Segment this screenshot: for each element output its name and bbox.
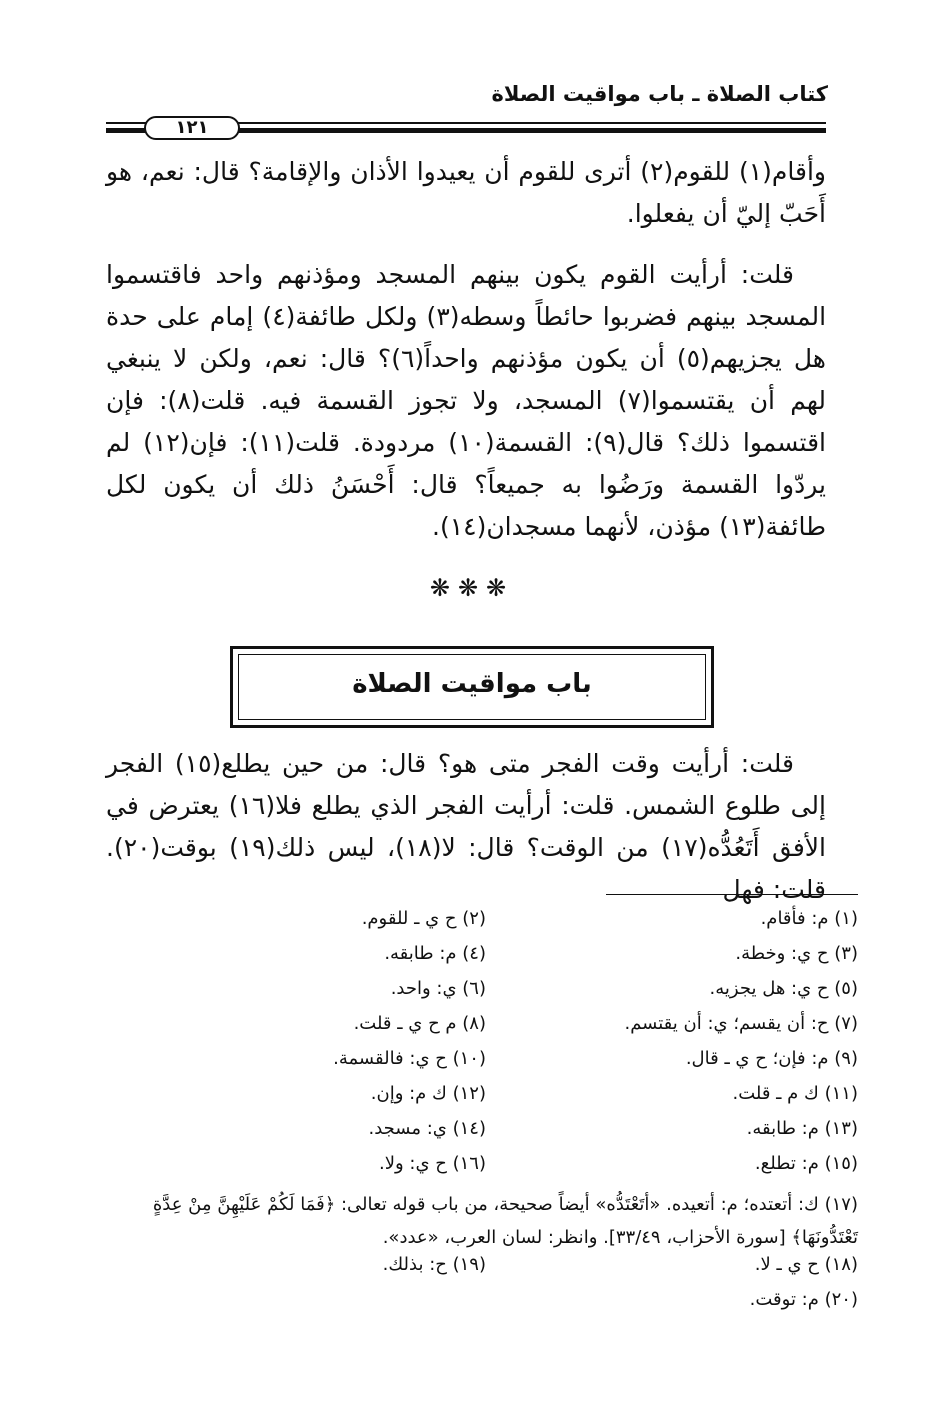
footnote-5: (٥) ح ي: هل يجزيه. <box>709 978 858 999</box>
footnote-row <box>98 1048 858 1083</box>
footnote-row <box>98 1153 858 1188</box>
section-separator: ❋❋❋ <box>429 574 515 602</box>
footnote-13: (١٣) م: طابقه. <box>746 1118 858 1139</box>
footnote-row <box>98 943 858 978</box>
footnote-row <box>98 978 858 1013</box>
running-head: كتاب الصلاة ـ باب مواقيت الصلاة <box>491 82 828 106</box>
footnote-rule <box>606 894 858 895</box>
paragraph-3 <box>106 743 826 911</box>
footnote-7: (٧) ح: أن يقسم؛ ي: أن يقتسم. <box>624 1013 858 1034</box>
footnote-row <box>98 1254 858 1289</box>
footnote-19: (١٩) ح: بذلك. <box>382 1254 486 1275</box>
footnote-row <box>98 1013 858 1048</box>
footnote-20: (٢٠) م: توقت. <box>749 1289 858 1310</box>
paragraph-2-text: قلت: أرأيت القوم يكون بينهم المسجد ومؤذنهم واحد فاقتسموا المسجد بينهم فضربوا حائطاً وسطه(٣) ولكل طائفة(٤) إمام على حدة هل يجزيهم(٥) أن يكون مؤذنهم واحداً(٦)؟ قال: نعم، ولكن لا ينبغي لهم أن يقتسموا(٧) المسجد، ولا تجوز القسمة فيه. قلت(٨): فإن اقتسموا ذلك؟ قال(٩): القسمة(١٠) مردودة. قلت(١١): فإن(١٢) لم يردّوا القسمة ورَضُوا به جميعاً؟ قال: أَحْسَنُ ذلك أن يكون لكل طائفة(١٣) مؤذن، لأنهما مسجدان(١٤). <box>106 260 827 541</box>
footnote-8: (٨) م ح ي ـ قلت. <box>353 1013 486 1034</box>
chapter-title: باب مواقيت الصلاة <box>352 669 592 699</box>
page-number: ١٢١ <box>144 116 240 140</box>
footnote-11: (١١) ك م ـ قلت. <box>732 1083 858 1104</box>
paragraph-1 <box>106 151 826 235</box>
paragraph-2 <box>106 254 826 548</box>
footnote-10: (١٠) ح ي: فالقسمة. <box>333 1048 486 1069</box>
footnote-15: (١٥) م: تطلع. <box>754 1153 858 1174</box>
footnote-row <box>98 1118 858 1153</box>
footnote-18: (١٨) ح ي ـ لا. <box>754 1254 858 1275</box>
footnote-14: (١٤) ي: مسجد. <box>368 1118 486 1139</box>
footnote-3: (٣) ح ي: وخطة. <box>735 943 858 964</box>
footnote-17: (١٧) ك: أتعتده؛ م: أتعيده. «أتَعْتَدُّه» أيضاً صحيحة، من باب قوله تعالى: ﴿فَمَا لَكُمْ عَلَيْهِنَّ مِنْ عِدَّةٍ تَعْتَدُّونَهَا﴾ [سورة الأحزاب، ٣٣/٤٩]. وانظر: لسان العرب، «عدد». <box>152 1194 858 1248</box>
footnotes <box>98 908 858 1324</box>
footnote-row <box>98 1289 858 1324</box>
paragraph-1-text: وأقام(١) للقوم(٢) أترى للقوم أن يعيدوا الأذان والإقامة؟ قال: نعم، هو أَحَبّ إليّ أن يفعلوا. <box>106 157 826 228</box>
footnote-16: (١٦) ح ي: ولا. <box>378 1153 486 1174</box>
footnote-row <box>98 908 858 943</box>
header-rule <box>106 116 826 138</box>
chapter-title-frame <box>230 646 714 728</box>
footnote-9: (٩) م: فإن؛ ح ي ـ قال. <box>685 1048 858 1069</box>
paragraph-3-text: قلت: أرأيت وقت الفجر متى هو؟ قال: من حين يطلع(١٥) الفجر إلى طلوع الشمس. قلت: أرأيت الفجر الذي يطلع فلا(١٦) يعترض في الأفق أَتَعُدُّه(١٧) من الوقت؟ قال: لا(١٨)، ليس ذلك(١٩) بوقت(٢٠). قلت: فهل <box>106 749 827 904</box>
footnote-row <box>98 1083 858 1118</box>
footnote-4: (٤) م: طابقه. <box>384 943 486 964</box>
footnote-6: (٦) ي: واحد. <box>390 978 486 999</box>
footnote-2: (٢) ح ي ـ للقوم. <box>361 908 486 929</box>
footnote-12: (١٢) ك م: وإن. <box>370 1083 486 1104</box>
footnote-1: (١) م: فأقام. <box>760 908 858 929</box>
